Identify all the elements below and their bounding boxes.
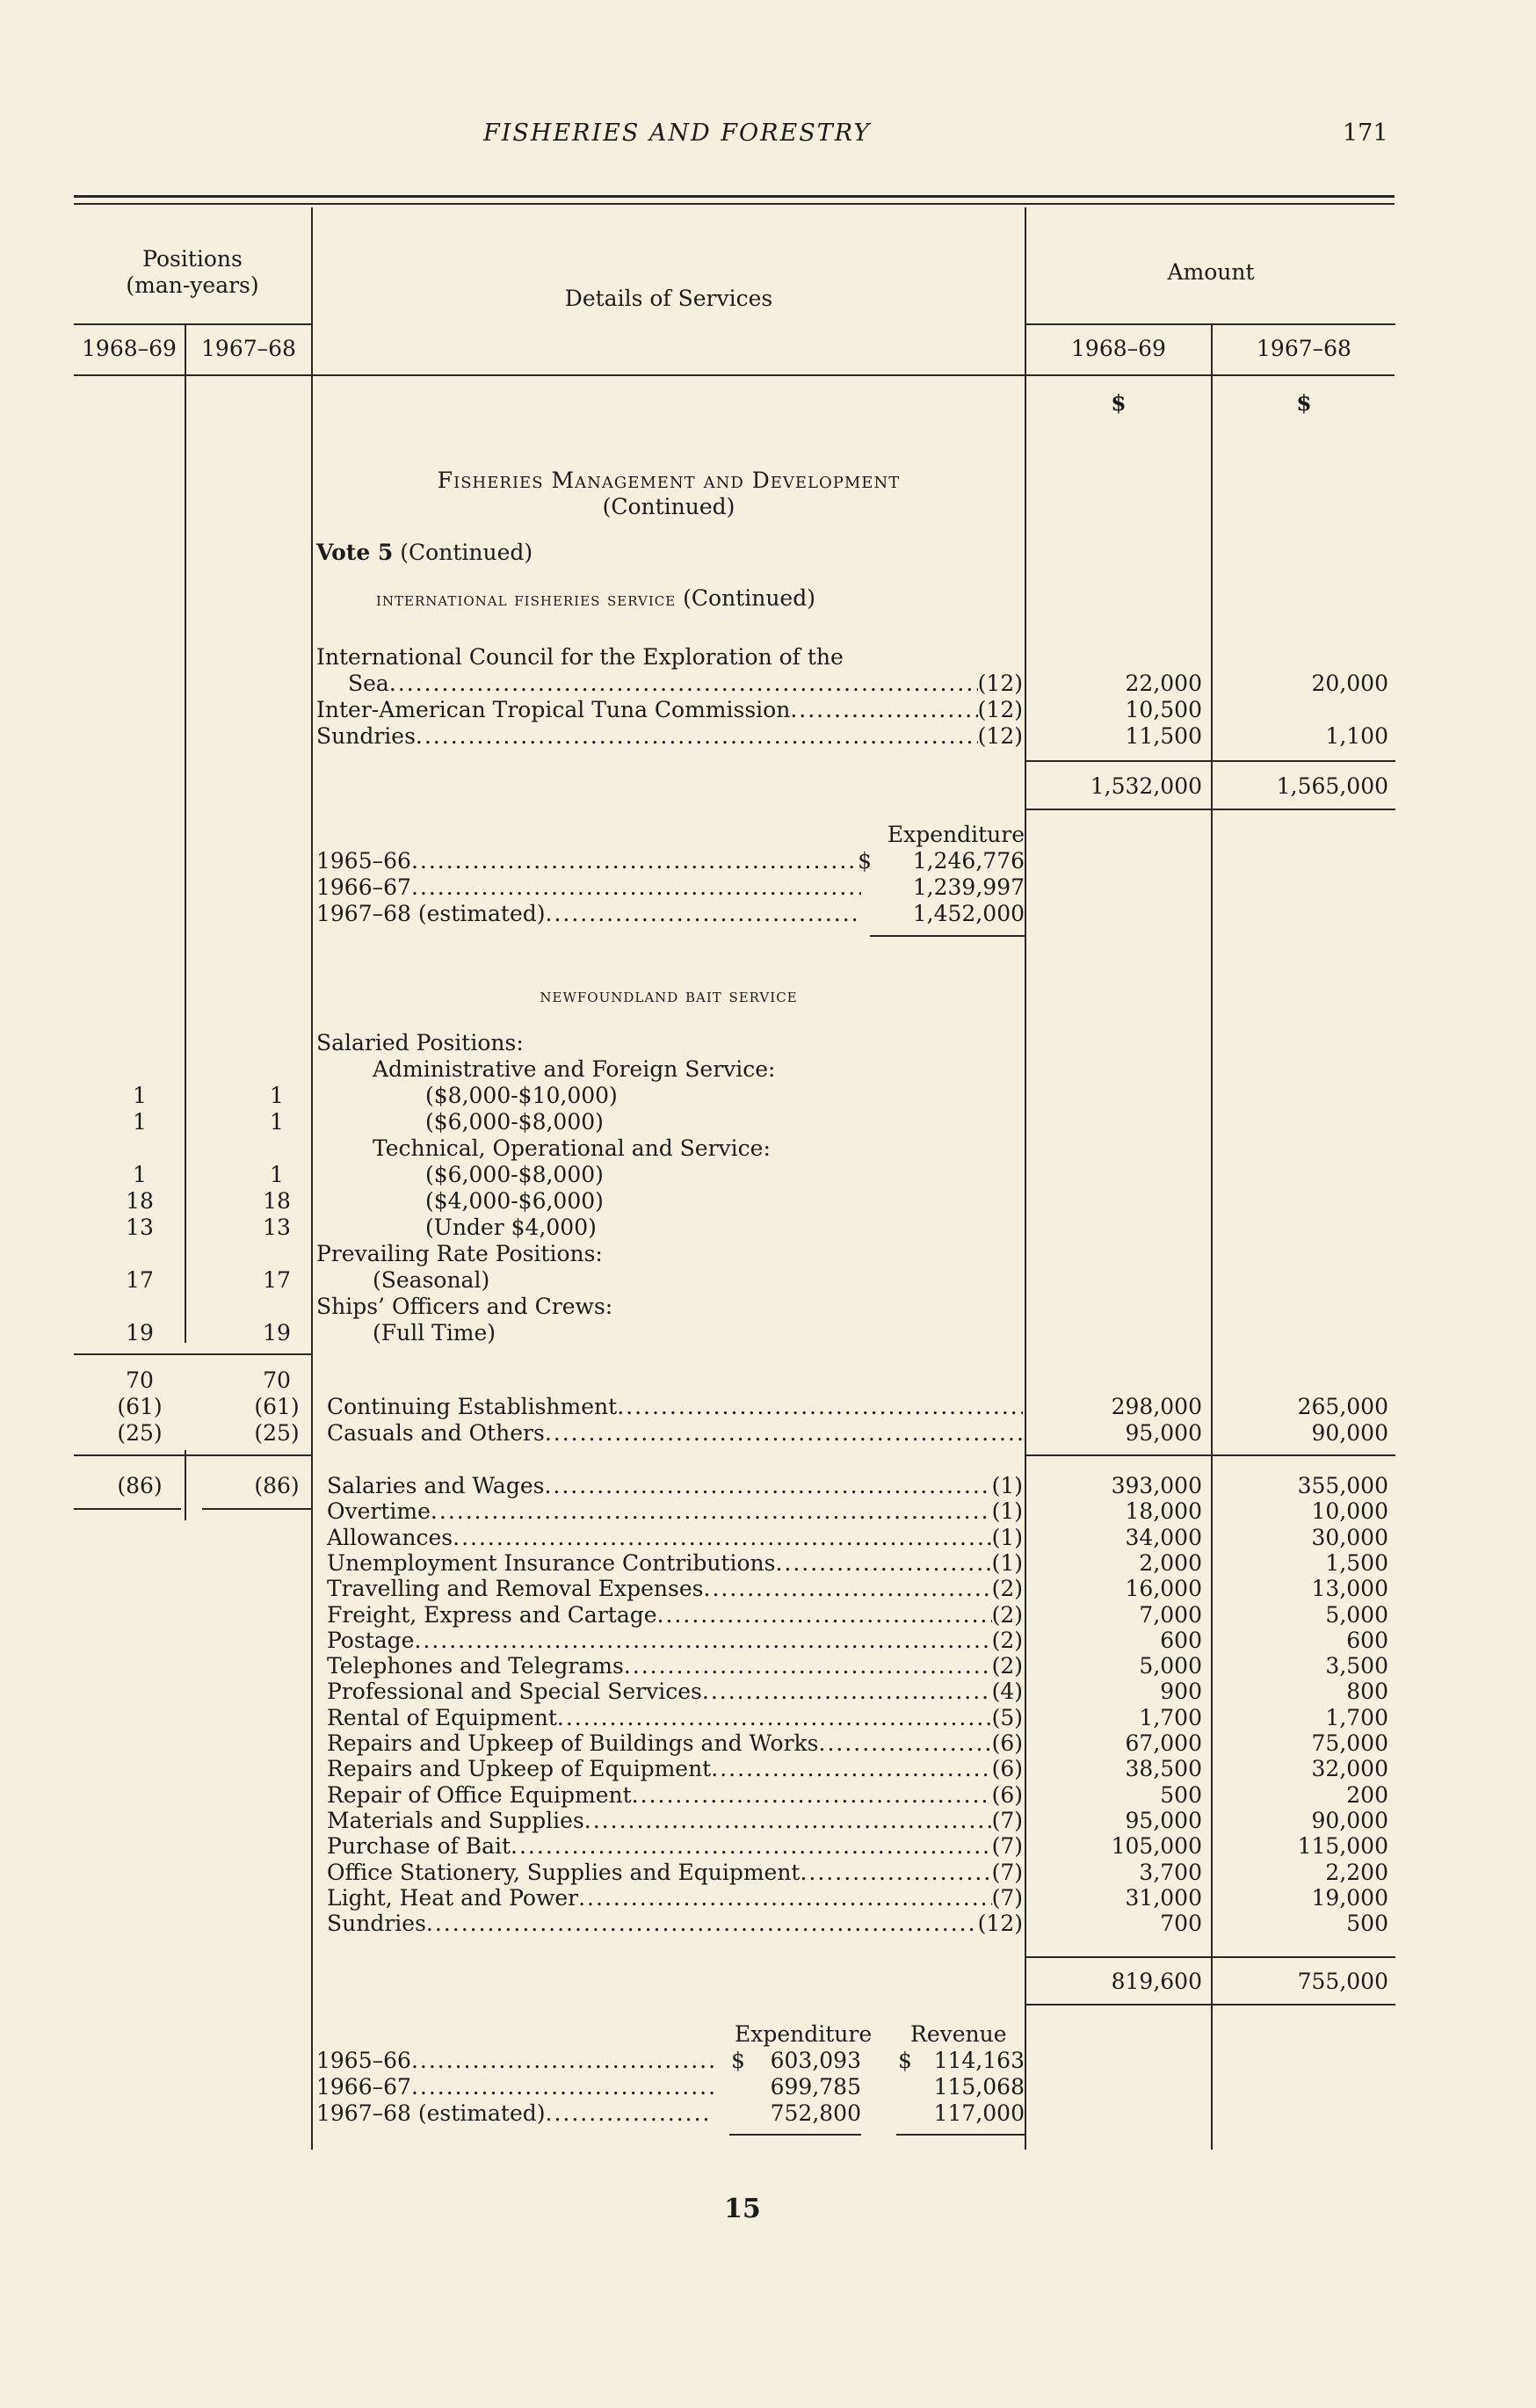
object-code: (12) <box>977 1911 1023 1936</box>
intl-amount-1968: 10,500 <box>1125 697 1202 722</box>
intl-exp-value: 1,246,776 <box>912 848 1025 874</box>
object-amount-1968: 900 <box>1160 1679 1202 1704</box>
object-row <box>327 1885 1023 1911</box>
bait-pos-1968: 1 <box>133 1162 147 1187</box>
bait-ships: Ships’ Officers and Crews: <box>316 1294 613 1319</box>
positions-title: Positions <box>142 246 243 272</box>
bait-pos-1967: 17 <box>263 1267 291 1293</box>
sw-pos-1967: (86) <box>254 1473 300 1498</box>
intl-item-first-line: International Council for the Exploration of the <box>316 644 844 670</box>
object-code: (1) <box>991 1550 1023 1576</box>
intl-subhead <box>376 585 815 613</box>
casuals-amount-1967: 90,000 <box>1311 1420 1388 1446</box>
object-code: (7) <box>991 1808 1023 1833</box>
object-amount-1968: 600 <box>1160 1628 1202 1653</box>
object-amount-1967: 1,700 <box>1325 1705 1388 1730</box>
intl-exp-label: 1967–68 (estimated) <box>316 901 546 926</box>
object-amount-1968: 31,000 <box>1125 1885 1202 1911</box>
vote-label: Vote 5 <box>316 540 394 565</box>
intl-exp-label: 1966–67 <box>316 874 411 900</box>
bait-exp-value: 603,093 <box>770 2048 861 2073</box>
pos-year-1968: 1968–69 <box>82 336 177 361</box>
intl-exp-row <box>316 874 861 901</box>
object-code: (6) <box>991 1730 1023 1756</box>
intl-subhead-text: international fisheries service <box>376 589 677 610</box>
vote-line <box>316 540 533 566</box>
intl-item-code: (12) <box>977 723 1023 749</box>
object-amount-1967: 1,500 <box>1325 1550 1388 1576</box>
object-amount-1967: 32,000 <box>1311 1756 1388 1781</box>
bait-rev-value: 114,163 <box>933 2048 1025 2073</box>
casuals-row <box>327 1420 1023 1447</box>
object-code: (7) <box>991 1833 1023 1859</box>
object-amount-1967: 500 <box>1346 1911 1388 1936</box>
bait-exp-value: 752,800 <box>770 2100 861 2126</box>
object-row <box>327 1473 1023 1499</box>
casuals-pos-1968: (25) <box>117 1420 163 1446</box>
object-amount-1968: 2,000 <box>1139 1550 1202 1576</box>
bait-pos-label: ($4,000-$6,000) <box>425 1188 604 1214</box>
object-amount-1967: 19,000 <box>1311 1885 1388 1911</box>
object-label: Salaries and Wages <box>327 1473 545 1498</box>
bait-salaried: Salaried Positions: <box>316 1030 524 1055</box>
bait-pos-1967: 1 <box>270 1109 284 1135</box>
bait-pos-1968: 1 <box>133 1083 147 1108</box>
object-label: Repairs and Upkeep of Equipment <box>327 1756 712 1781</box>
bait-pos-1968: 18 <box>126 1188 154 1214</box>
objects-total-1967: 755,000 <box>1297 1969 1388 1994</box>
object-code: (6) <box>991 1782 1023 1808</box>
intl-exp-row <box>316 848 872 874</box>
object-row <box>327 1576 1023 1602</box>
section-title-text: Fisheries Management and Development <box>437 468 901 493</box>
intl-total-1967: 1,565,000 <box>1276 773 1388 799</box>
casuals-rule <box>74 1454 311 1456</box>
object-code: (2) <box>991 1628 1023 1653</box>
continuing-label: Continuing Establishment <box>327 1394 618 1419</box>
object-amount-1968: 38,500 <box>1125 1756 1202 1781</box>
object-amount-1967: 10,000 <box>1311 1498 1388 1524</box>
object-amount-1968: 34,000 <box>1125 1525 1202 1550</box>
intl-item <box>316 697 1023 723</box>
bait-exp-rule <box>729 2134 861 2136</box>
object-code: (1) <box>991 1473 1023 1498</box>
object-amount-1967: 5,000 <box>1325 1602 1388 1628</box>
object-label: Allowances <box>327 1525 453 1550</box>
bait-pos-1967: 19 <box>263 1320 291 1345</box>
intl-exp-value: 1,239,997 <box>912 874 1025 900</box>
continuing-pos-1968: (61) <box>117 1394 163 1419</box>
object-code: (2) <box>991 1576 1023 1601</box>
vote-cont: (Continued) <box>400 540 533 565</box>
casuals-amount-rule <box>1026 1454 1395 1456</box>
object-row <box>327 1911 1023 1937</box>
bait-pos-1967: 13 <box>263 1215 291 1240</box>
object-label: Rental of Equipment <box>327 1705 557 1730</box>
bait-pos-label: ($8,000-$10,000) <box>425 1083 618 1108</box>
object-row <box>327 1653 1023 1679</box>
bait-pos-label: ($6,000-$8,000) <box>425 1109 604 1135</box>
intl-exp-row <box>316 901 861 927</box>
continuing-amount-1967: 265,000 <box>1297 1394 1388 1419</box>
object-amount-1967: 800 <box>1346 1679 1388 1704</box>
object-amount-1967: 115,000 <box>1297 1833 1388 1859</box>
casuals-label: Casuals and Others <box>327 1420 545 1446</box>
section-title <box>313 468 1025 520</box>
intl-total-bottom-rule <box>1026 809 1395 810</box>
casuals-amount-1968: 95,000 <box>1125 1420 1202 1446</box>
object-row <box>327 1833 1023 1860</box>
sw-pos-rule-2 <box>202 1508 311 1510</box>
bait-exp-currency: $ <box>731 2048 745 2073</box>
object-amount-1968: 500 <box>1160 1782 1202 1808</box>
object-label: Purchase of Bait <box>327 1833 511 1859</box>
bait-rev-value: 117,000 <box>933 2100 1025 2126</box>
object-row <box>327 1808 1023 1834</box>
object-amount-1968: 7,000 <box>1139 1602 1202 1628</box>
intl-item-label: Sea <box>348 671 389 696</box>
object-amount-1967: 30,000 <box>1311 1525 1388 1550</box>
bait-rev-value: 115,068 <box>933 2074 1025 2100</box>
object-amount-1967: 90,000 <box>1311 1808 1388 1833</box>
object-amount-1968: 16,000 <box>1125 1576 1202 1601</box>
intl-amount-1967: 1,100 <box>1325 723 1388 749</box>
object-row <box>327 1679 1023 1705</box>
intl-item-code: (12) <box>977 697 1023 722</box>
pos-year-1967: 1967–68 <box>201 336 296 361</box>
objects-total-rule <box>1026 1956 1395 1958</box>
bait-pos-1967: 1 <box>270 1083 284 1108</box>
object-row <box>327 1860 1023 1886</box>
intl-amount-1967: 20,000 <box>1311 671 1388 696</box>
object-code: (1) <box>991 1525 1023 1550</box>
bait-rev-rule <box>896 2134 1025 2136</box>
intl-exp-currency: $ <box>858 848 872 874</box>
bait-exp-row <box>316 2048 714 2074</box>
object-amount-1967: 2,200 <box>1325 1860 1388 1885</box>
sw-pos-rule-1 <box>74 1508 181 1510</box>
currency-1967: $ <box>1296 390 1312 416</box>
object-row <box>327 1602 1023 1628</box>
pos-header-rule <box>74 323 311 325</box>
intl-amount-1968: 11,500 <box>1125 723 1202 749</box>
amount-header: Amount <box>1167 259 1255 285</box>
bait-pos-1967: 1 <box>270 1162 284 1187</box>
casuals-pos-1967: (25) <box>254 1420 300 1446</box>
object-label: Sundries <box>327 1911 426 1936</box>
bait-pos-label: ($6,000-$8,000) <box>425 1162 604 1187</box>
page-number: 171 <box>1343 120 1388 147</box>
bait-pos-1967: 18 <box>263 1188 291 1214</box>
object-label: Office Stationery, Supplies and Equipment <box>327 1860 801 1885</box>
bait-technical: Technical, Operational and Service: <box>373 1135 771 1161</box>
bait-pos-label: (Full Time) <box>373 1320 496 1345</box>
object-code: (2) <box>991 1602 1023 1628</box>
object-label: Repair of Office Equipment <box>327 1782 632 1808</box>
intl-item-label: Inter-American Tropical Tuna Commission <box>316 697 791 722</box>
bait-exp-label: 1966–67 <box>316 2074 411 2100</box>
positions-subtitle: (man-years) <box>126 272 259 298</box>
intl-amount-1968: 22,000 <box>1125 671 1202 696</box>
intl-item <box>316 723 1023 750</box>
vrule-pos-split-2 <box>185 1450 186 1520</box>
object-row <box>327 1628 1023 1654</box>
object-amount-1968: 1,700 <box>1139 1705 1202 1730</box>
object-amount-1968: 95,000 <box>1125 1808 1202 1833</box>
top-rule-thin <box>74 203 1395 205</box>
object-code: (7) <box>991 1860 1023 1885</box>
object-amount-1968: 3,700 <box>1139 1860 1202 1885</box>
object-label: Unemployment Insurance Contributions <box>327 1550 776 1576</box>
object-amount-1967: 355,000 <box>1297 1473 1388 1498</box>
object-row <box>327 1730 1023 1757</box>
bait-exp-row <box>316 2100 714 2127</box>
object-code: (1) <box>991 1498 1023 1524</box>
object-amount-1967: 600 <box>1346 1628 1388 1653</box>
continuing-row <box>327 1394 1023 1420</box>
intl-subhead-cont: (Continued) <box>683 585 815 611</box>
object-code: (7) <box>991 1885 1023 1911</box>
object-code: (4) <box>991 1679 1023 1704</box>
amt-year-1968: 1968–69 <box>1071 336 1166 361</box>
bait-pos-total-1967: 70 <box>263 1367 291 1393</box>
bait-prevailing: Prevailing Rate Positions: <box>316 1241 603 1266</box>
object-amount-1968: 700 <box>1160 1911 1202 1936</box>
folio: 15 <box>724 2194 761 2224</box>
bait-pos-1968: 19 <box>126 1320 154 1345</box>
intl-total-1968: 1,532,000 <box>1090 773 1202 799</box>
bait-revenue-header: Revenue <box>910 2021 1007 2047</box>
object-label: Professional and Special Services <box>327 1679 702 1704</box>
bait-expenditure-header: Expenditure <box>735 2021 873 2047</box>
object-label: Overtime <box>327 1498 431 1524</box>
object-amount-1968: 393,000 <box>1111 1473 1202 1498</box>
object-amount-1967: 200 <box>1346 1782 1388 1808</box>
object-row <box>327 1550 1023 1577</box>
intl-total-rule <box>1026 760 1395 762</box>
object-amount-1968: 67,000 <box>1125 1730 1202 1756</box>
object-label: Light, Heat and Power <box>327 1885 579 1911</box>
object-code: (2) <box>991 1653 1023 1679</box>
continuing-pos-1967: (61) <box>254 1394 300 1419</box>
bait-exp-row <box>316 2074 714 2100</box>
currency-1968: $ <box>1111 390 1127 416</box>
object-row <box>327 1525 1023 1551</box>
vrule-pos-split <box>185 325 186 1343</box>
object-amount-1967: 75,000 <box>1311 1730 1388 1756</box>
pos-total-rule <box>74 1353 311 1355</box>
object-label: Telephones and Telegrams <box>327 1653 624 1679</box>
intl-exp-label: 1965–66 <box>316 848 411 874</box>
bait-rev-currency: $ <box>898 2048 912 2073</box>
top-rule <box>74 195 1395 198</box>
bait-subhead: newfoundland bait service <box>540 985 798 1006</box>
positions-header <box>74 246 311 299</box>
object-amount-1967: 3,500 <box>1325 1653 1388 1679</box>
bait-admin: Administrative and Foreign Service: <box>373 1056 776 1082</box>
object-amount-1968: 105,000 <box>1111 1833 1202 1859</box>
object-label: Materials and Supplies <box>327 1808 584 1833</box>
bait-pos-1968: 13 <box>126 1215 154 1240</box>
intl-expenditure-header: Expenditure <box>887 822 1025 847</box>
continuing-amount-1968: 298,000 <box>1111 1394 1202 1419</box>
amt-year-1967: 1967–68 <box>1257 336 1351 361</box>
header-bottom-rule <box>74 374 1395 376</box>
bait-exp-label: 1967–68 (estimated) <box>316 2100 546 2126</box>
object-row <box>327 1498 1023 1525</box>
object-row <box>327 1782 1023 1809</box>
intl-item-label: Sundries <box>316 723 416 749</box>
bait-pos-label: (Under $4,000) <box>425 1215 597 1240</box>
sw-pos-1968: (86) <box>117 1473 163 1498</box>
bait-pos-label: (Seasonal) <box>373 1267 490 1293</box>
running-title: FISHERIES AND FORESTRY <box>483 120 872 147</box>
intl-exp-value: 1,452,000 <box>912 901 1025 926</box>
bait-pos-1968: 1 <box>133 1109 147 1135</box>
bait-exp-value: 699,785 <box>770 2074 861 2100</box>
intl-item-code: (12) <box>977 671 1023 696</box>
object-label: Freight, Express and Cartage <box>327 1602 657 1628</box>
object-label: Travelling and Removal Expenses <box>327 1576 704 1601</box>
objects-total-bottom-rule <box>1026 2004 1395 2005</box>
object-row <box>327 1705 1023 1731</box>
intl-item <box>348 671 1023 697</box>
object-amount-1968: 5,000 <box>1139 1653 1202 1679</box>
bait-exp-label: 1965–66 <box>316 2048 411 2073</box>
bait-pos-total-1968: 70 <box>126 1367 154 1393</box>
details-header: Details of Services <box>564 286 773 311</box>
object-amount-1967: 13,000 <box>1311 1576 1388 1601</box>
object-code: (6) <box>991 1756 1023 1781</box>
objects-total-1968: 819,600 <box>1111 1969 1202 1994</box>
object-label: Postage <box>327 1628 415 1653</box>
object-label: Repairs and Upkeep of Buildings and Works <box>327 1730 819 1756</box>
section-title-cont: (Continued) <box>602 494 735 519</box>
intl-exp-rule <box>870 935 1025 937</box>
object-code: (5) <box>991 1705 1023 1730</box>
object-amount-1968: 18,000 <box>1125 1498 1202 1524</box>
bait-pos-1968: 17 <box>126 1267 154 1293</box>
object-row <box>327 1756 1023 1782</box>
